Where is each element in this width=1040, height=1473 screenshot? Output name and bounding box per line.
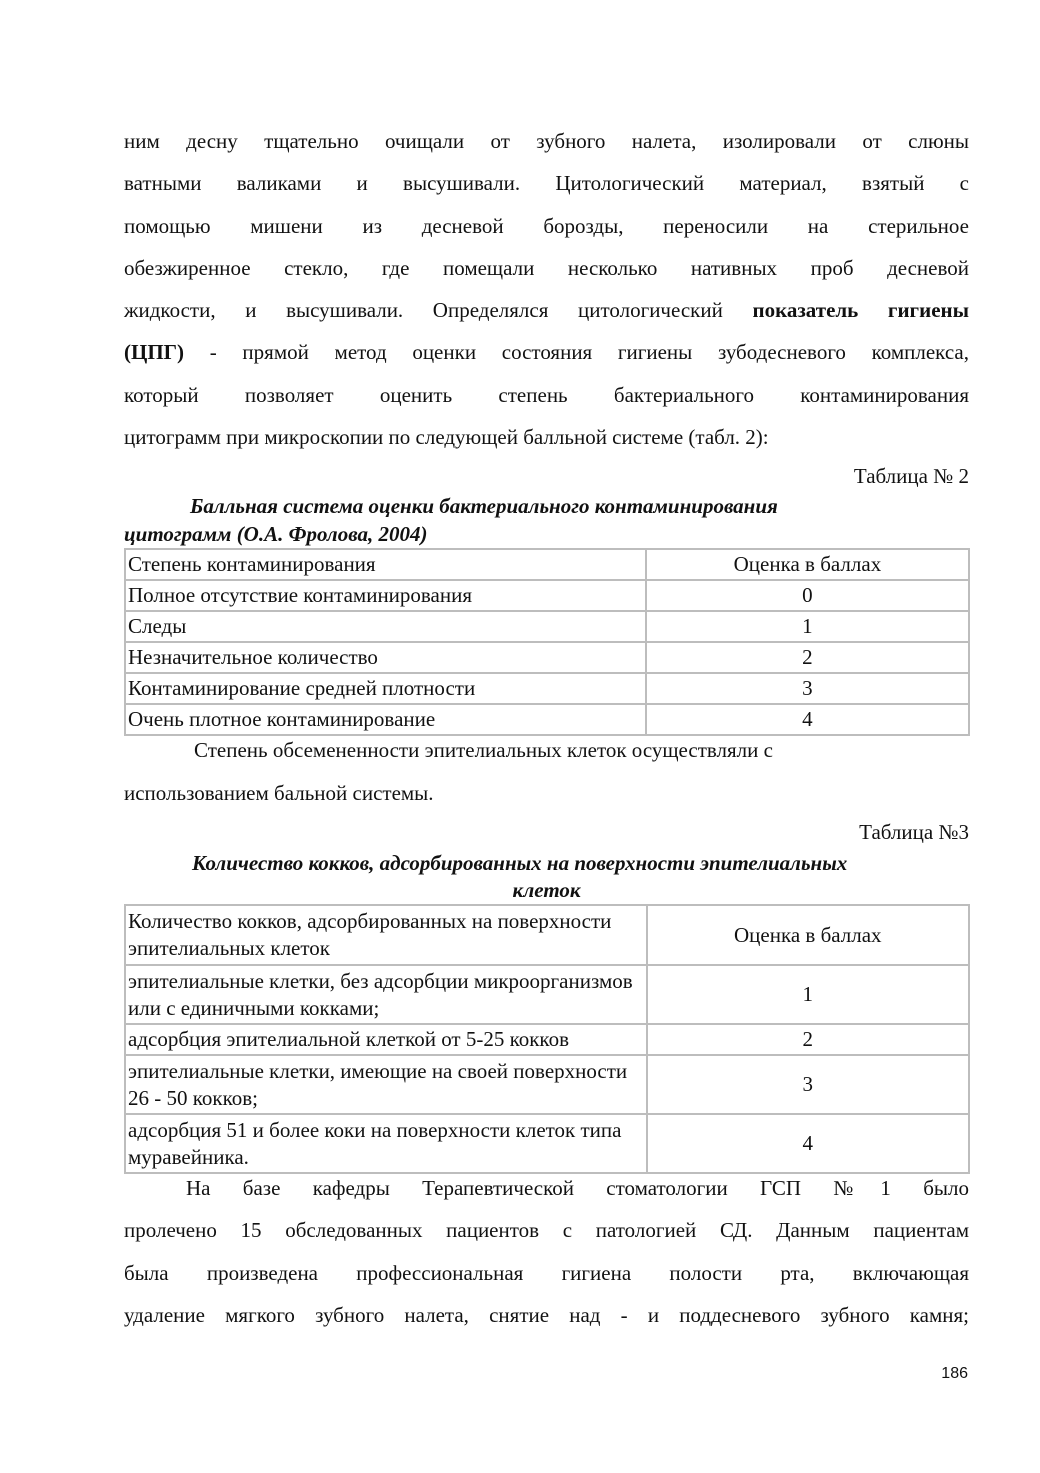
table-row <box>125 704 969 735</box>
text-run: жидкости, и высушивали. Определялся цитологический <box>124 298 753 323</box>
header-cell: Степень контаминирования <box>125 549 646 580</box>
table-cell: 3 <box>646 673 969 704</box>
table-3 <box>124 904 970 1174</box>
table-row <box>125 1055 969 1114</box>
table-cell: Контаминирование средней плотности <box>125 673 646 704</box>
text-run: - прямой метод оценки состояния гигиены зубодесневого комплекса, <box>184 340 969 365</box>
table-row <box>125 611 969 642</box>
table-cell: 2 <box>646 642 969 673</box>
table-cell: 0 <box>646 580 969 611</box>
table-row <box>125 580 969 611</box>
bold-term: показатель гигиены <box>752 298 970 323</box>
text-line: удаление мягкого зубного налета, снятие над - и поддесневого зубного камня; <box>124 1302 969 1327</box>
text-line: помощью мишени из десневой борозды, переносили на стерильное <box>124 213 969 238</box>
page-number: 186 <box>941 1365 968 1382</box>
table-header-row <box>125 905 969 965</box>
paragraph-2-line1: Степень обсемененности эпителиальных клеток осуществляли с <box>194 738 773 762</box>
table-cell: 2 <box>647 1024 969 1055</box>
table-3-label: Таблица №3 <box>859 820 969 844</box>
table-cell: Очень плотное контаминирование <box>125 704 646 735</box>
text-line: ним десну тщательно очищали от зубного налета, изолировали от слюны <box>124 129 969 153</box>
text-line <box>124 289 969 331</box>
table-row <box>125 1024 969 1055</box>
table-cell: эпителиальные клетки, имеющие на своей поверхности 26 - 50 кокков; <box>125 1055 647 1114</box>
text-line: который позволяет оценить степень бактериального контаминирования <box>124 382 969 407</box>
text-line <box>124 331 969 373</box>
table-cell: адсорбция 51 и более коки на поверхности клеток типа муравейника. <box>125 1114 647 1173</box>
paragraph-3 <box>124 1167 969 1336</box>
table-row <box>125 642 969 673</box>
table-cell: Следы <box>125 611 646 642</box>
table-row <box>125 673 969 704</box>
table-2-title-line2: цитограмм (О.А. Фролова, 2004) <box>124 522 428 546</box>
header-cell: Оценка в баллах <box>647 905 969 965</box>
table-3-title-line2: клеток <box>512 878 581 902</box>
table-header-row <box>125 549 969 580</box>
table-3-title-line1: Количество кокков, адсорбированных на поверхности эпителиальных <box>192 851 848 875</box>
table-row <box>125 1114 969 1173</box>
header-cell: Оценка в баллах <box>646 549 969 580</box>
bold-term: (ЦПГ) <box>124 340 185 365</box>
table-cell: 3 <box>647 1055 969 1114</box>
text-line: цитограмм при микроскопии по следующей балльной системе (табл. 2): <box>124 425 769 450</box>
table-cell: эпителиальные клетки, без адсорбции микроорганизмов или с единичными кокками; <box>125 965 647 1024</box>
table-cell: Незначительное количество <box>125 642 646 673</box>
paragraph-2-line2: использованием бальной системы. <box>124 781 434 805</box>
table-cell: 4 <box>647 1114 969 1173</box>
text-line: На базе кафедры Терапевтической стоматологии ГСП №1 было <box>186 1176 969 1200</box>
text-line: была произведена профессиональная гигиена полости рта, включающая <box>124 1260 969 1285</box>
table-2 <box>124 548 970 736</box>
table-cell: 1 <box>647 965 969 1024</box>
table-2-title-line1: Балльная система оценки бактериального контаминирования <box>190 494 778 518</box>
text-line: ватными валиками и высушивали. Цитологический материал, взятый с <box>124 171 969 196</box>
header-cell: Количество кокков, адсорбированных на поверхности эпителиальных клеток <box>125 905 647 965</box>
paragraph-1 <box>124 120 969 458</box>
table-cell: Полное отсутствие контаминирования <box>125 580 646 611</box>
table-2-label: Таблица № 2 <box>853 464 969 488</box>
table-row <box>125 965 969 1024</box>
text-line: обезжиренное стекло, где помещали несколько нативных проб десневой <box>124 255 969 280</box>
table-cell: 4 <box>646 704 969 735</box>
table-cell: 1 <box>646 611 969 642</box>
text-line: пролечено 15 обследованных пациентов с патологией СД. Данным пациентам <box>124 1218 969 1243</box>
table-cell: адсорбция эпителиальной клеткой от 5-25 кокков <box>125 1024 647 1055</box>
